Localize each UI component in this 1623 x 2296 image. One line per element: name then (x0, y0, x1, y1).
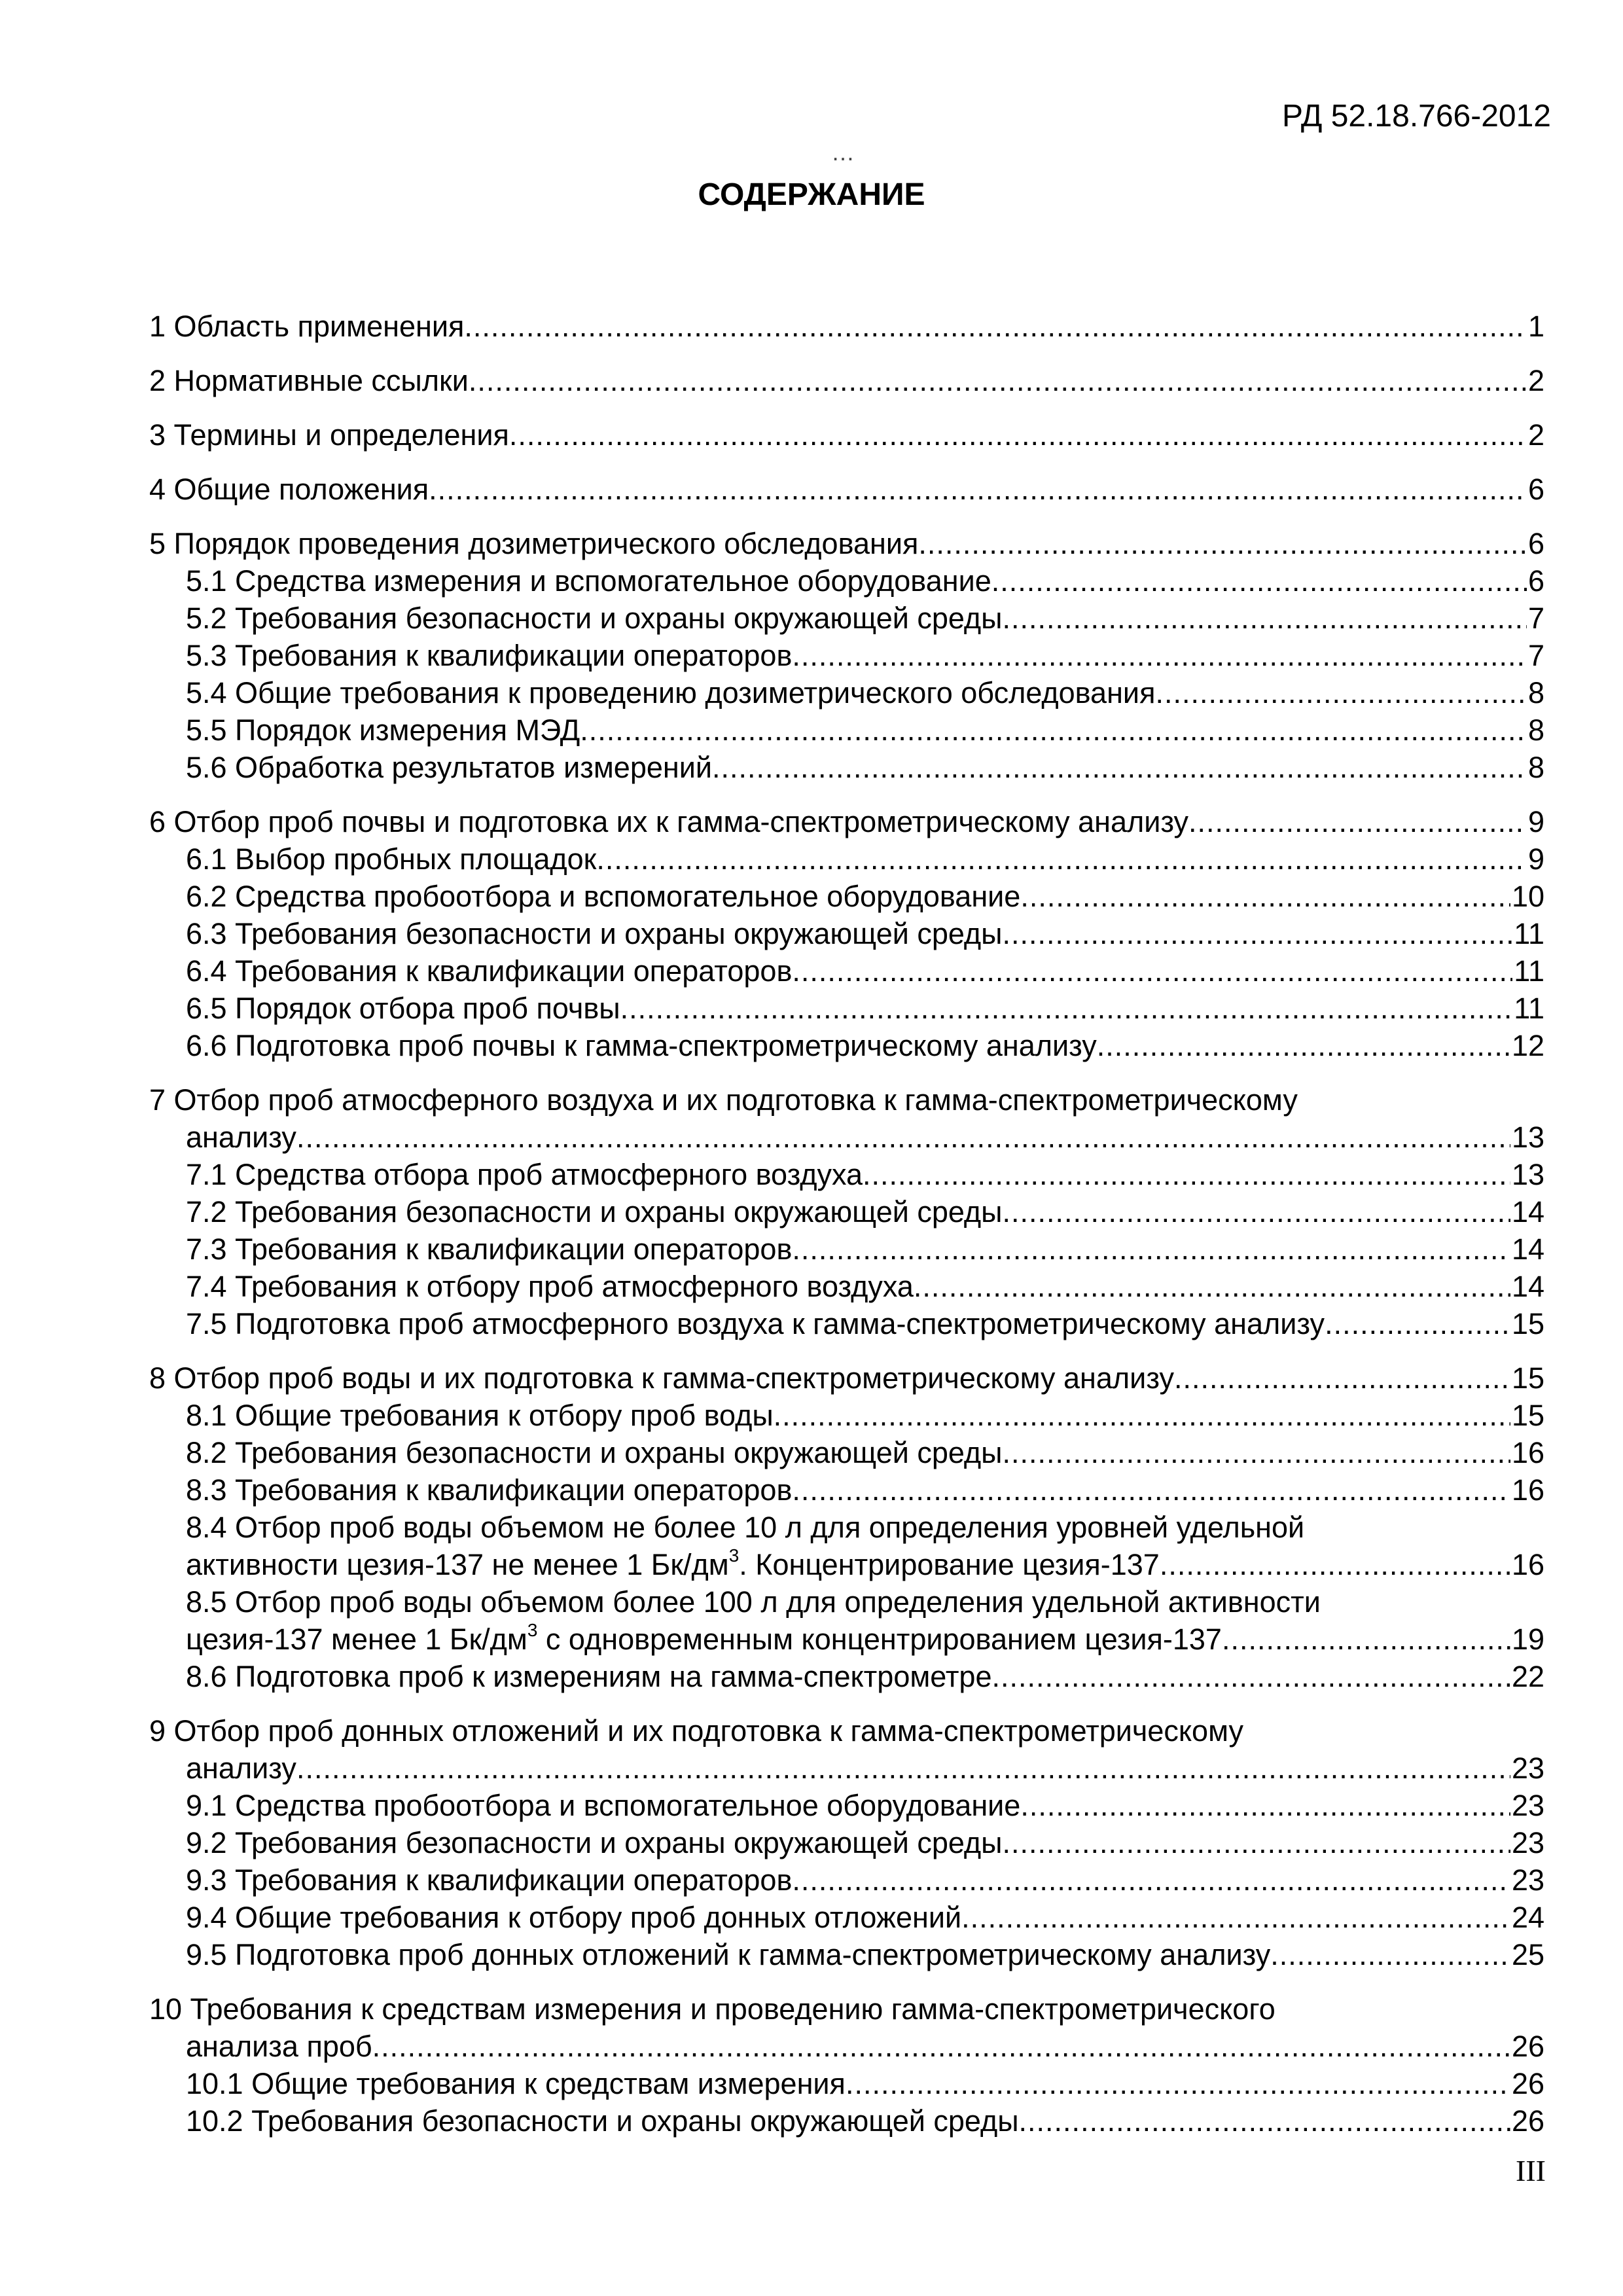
toc-label: 9.3 Требования к квалификации операторов (186, 1863, 793, 1897)
toc-entry-6-4[interactable] (186, 952, 1544, 990)
toc-entry-5-1[interactable] (186, 562, 1544, 600)
toc-label: 10.2 Требования безопасности и охраны окружающей среды (186, 2104, 1019, 2138)
toc-entry-8-4[interactable] (186, 1546, 1544, 1583)
dot-leader (296, 1749, 1510, 1787)
toc-page-number: 13 (1511, 1121, 1544, 1154)
ellipsis-mark: … (831, 139, 855, 166)
dot-leader (1003, 915, 1513, 952)
toc-label: 6.6 Подготовка проб почвы к гамма-спектрометрическому анализу (186, 1029, 1097, 1062)
toc-page-number: 9 (1527, 842, 1544, 876)
toc-entry-6-3[interactable] (186, 915, 1544, 952)
dot-leader (596, 840, 1527, 878)
toc-label: 6.5 Порядок отбора проб почвы (186, 992, 620, 1025)
toc-label: 6.4 Требования к квалификации операторов (186, 954, 793, 988)
toc-entry-5-3[interactable] (186, 637, 1544, 674)
toc-label: 7.1 Средства отбора проб атмосферного воздуха (186, 1158, 863, 1191)
toc-label: 7.5 Подготовка проб атмосферного воздуха к гамма-спектрометрическому анализу (186, 1307, 1325, 1340)
dot-leader (1003, 600, 1527, 637)
dot-leader (1097, 1027, 1510, 1064)
toc-entry-8-2[interactable] (186, 1434, 1544, 1471)
dot-leader (1174, 1359, 1510, 1397)
dot-leader (918, 525, 1527, 562)
toc-label: 7.3 Требования к квалификации операторов (186, 1232, 793, 1266)
toc-page-number: 6 (1527, 473, 1544, 506)
toc-page-number: 22 (1511, 1660, 1544, 1693)
document-code: РД 52.18.766-2012 (1282, 99, 1551, 134)
toc-label: 6.1 Выбор пробных площадок (186, 842, 597, 876)
toc-page-number: 23 (1511, 1789, 1544, 1822)
dot-leader (1003, 1193, 1510, 1230)
toc-page-number: 7 (1527, 601, 1544, 635)
toc-entry-8-3[interactable] (186, 1471, 1544, 1509)
toc-page-number: 23 (1511, 1863, 1544, 1897)
toc-entry-6-1[interactable] (186, 840, 1544, 878)
toc-label: 2 Нормативные ссылки (149, 364, 469, 397)
page-number-roman: III (1516, 2154, 1546, 2187)
toc-label: 5.2 Требования безопасности и охраны окружающей среды (186, 601, 1003, 635)
toc-entry-9-1[interactable] (186, 1787, 1544, 1824)
dot-leader (792, 1861, 1510, 1899)
toc-label: 8.2 Требования безопасности и охраны окружающей среды (186, 1436, 1003, 1469)
toc-page-number: 14 (1511, 1195, 1544, 1229)
toc-page-number: 24 (1511, 1901, 1544, 1934)
toc-label-part: цезия-137 менее 1 Бк/дм (186, 1623, 527, 1656)
toc-entry-5-4[interactable] (186, 674, 1544, 711)
toc-label-part: активности цезия-137 не менее 1 Бк/дм (186, 1548, 729, 1581)
toc-label: 5.1 Средства измерения и вспомогательное оборудование (186, 564, 991, 598)
toc-entry-2[interactable] (149, 362, 1544, 399)
toc-label: 5.4 Общие требования к проведению дозиметрического обследования (186, 676, 1156, 709)
dot-leader (1020, 878, 1510, 915)
toc-entry-7-3[interactable] (186, 1230, 1544, 1268)
toc-label: 9.1 Средства пробоотбора и вспомогательное оборудование (186, 1789, 1021, 1822)
toc-entry-9[interactable] (186, 1749, 1544, 1787)
toc-page-number: 8 (1527, 713, 1544, 747)
dot-leader (774, 1397, 1510, 1434)
dot-leader (1155, 674, 1527, 711)
dot-leader (792, 952, 1512, 990)
toc-entry-6[interactable] (149, 803, 1544, 840)
dot-leader (712, 749, 1527, 786)
dot-leader (429, 471, 1527, 508)
toc-heading-7[interactable]: 7 Отбор проб атмосферного воздуха и их подготовка к гамма-спектрометрическому (149, 1083, 1298, 1117)
toc-entry-9-3[interactable] (186, 1861, 1544, 1899)
dot-leader (1019, 2102, 1510, 2140)
toc-label: 4 Общие положения (149, 473, 429, 506)
toc-entry-10-2[interactable] (186, 2102, 1544, 2140)
toc-entry-5[interactable] (149, 525, 1544, 562)
dot-leader (846, 2065, 1510, 2102)
dot-leader (792, 1471, 1510, 1509)
toc-entry-3[interactable] (149, 416, 1544, 454)
dot-leader (372, 2028, 1510, 2065)
toc-entry-8-5[interactable] (186, 1621, 1544, 1658)
toc-page-number: 11 (1514, 917, 1544, 950)
toc-page-number: 26 (1511, 2104, 1544, 2138)
toc-label: 7.4 Требования к отбору проб атмосферного воздуха (186, 1270, 914, 1303)
toc-page-number: 8 (1527, 676, 1544, 709)
toc-label: 8.6 Подготовка проб к измерениям на гамма-спектрометре (186, 1660, 992, 1693)
toc-page-number: 16 (1511, 1548, 1544, 1581)
toc-label: 9.2 Требования безопасности и охраны окружающей среды (186, 1826, 1003, 1859)
superscript: 3 (728, 1545, 740, 1566)
toc-label: 3 Термины и определения (149, 418, 509, 452)
toc-heading-10[interactable]: 10 Требования к средствам измерения и проведению гамма-спектрометрического (149, 1992, 1275, 2026)
dot-leader (1270, 1936, 1510, 1973)
toc-label: 8.1 Общие требования к отбору проб воды (186, 1399, 774, 1432)
dot-leader (1020, 1787, 1510, 1824)
toc-label: 8.3 Требования к квалификации операторов (186, 1473, 793, 1507)
toc-entry-9-4[interactable] (186, 1899, 1544, 1936)
toc-page-number: 25 (1511, 1938, 1544, 1971)
toc-page-number: 9 (1527, 805, 1544, 838)
toc-heading-8-4[interactable]: 8.4 Отбор проб воды объемом не более 10 л для определения уровней удельной (186, 1511, 1305, 1544)
toc-entry-10[interactable] (186, 2028, 1544, 2065)
toc-page-number: 15 (1511, 1307, 1544, 1340)
toc-label: 5.5 Порядок измерения МЭД (186, 713, 580, 747)
toc-entry-7-2[interactable] (186, 1193, 1544, 1230)
toc-entry-7-1[interactable] (186, 1156, 1544, 1193)
toc-page-number: 7 (1527, 639, 1544, 672)
toc-label: 6 Отбор проб почвы и подготовка их к гамма-спектрометрическому анализу (149, 805, 1189, 838)
dot-leader (1003, 1824, 1510, 1861)
toc-entry-7-5[interactable] (186, 1305, 1544, 1342)
toc-label: 5 Порядок проведения дозиметрического обследования (149, 527, 919, 560)
toc-entry-7-4[interactable] (186, 1268, 1544, 1305)
toc-entry-4[interactable] (149, 471, 1544, 508)
toc-heading-8-5[interactable]: 8.5 Отбор проб воды объемом более 100 л для определения удельной активности (186, 1585, 1321, 1619)
toc-label: 9.5 Подготовка проб донных отложений к гамма-спектрометрическому анализу (186, 1938, 1271, 1971)
dot-leader (863, 1156, 1510, 1193)
dot-leader (469, 362, 1527, 399)
toc-page-number: 11 (1514, 954, 1544, 988)
toc-label (186, 1546, 1160, 1583)
toc-entry-1[interactable] (149, 308, 1544, 345)
dot-leader (509, 416, 1527, 454)
toc-label: 10.1 Общие требования к средствам измерения (186, 2067, 846, 2100)
dot-leader (1003, 1434, 1510, 1471)
toc-page-number: 15 (1511, 1361, 1544, 1395)
dot-leader (580, 711, 1527, 749)
toc-label: 9.4 Общие требования к отбору проб донных отложений (186, 1901, 962, 1934)
dot-leader (1160, 1546, 1510, 1583)
dot-leader (296, 1119, 1510, 1156)
toc-label: анализу (186, 1121, 296, 1154)
dot-leader (620, 990, 1513, 1027)
toc-page-number: 6 (1527, 527, 1544, 560)
toc-page-number: 12 (1511, 1029, 1544, 1062)
toc-page-number: 11 (1514, 992, 1544, 1025)
dot-leader (1222, 1621, 1510, 1658)
toc-page-number: 13 (1511, 1158, 1544, 1191)
toc-entry-5-6[interactable] (186, 749, 1544, 786)
toc-entry-10-1[interactable] (186, 2065, 1544, 2102)
dot-leader (991, 1658, 1510, 1695)
toc-page-number: 8 (1527, 751, 1544, 784)
toc-page-number: 10 (1511, 880, 1544, 913)
toc-page-number: 15 (1511, 1399, 1544, 1432)
toc-entry-6-2[interactable] (186, 878, 1544, 915)
toc-label: анализу (186, 1751, 296, 1785)
toc-label (186, 1621, 1222, 1658)
toc-page-number: 1 (1527, 310, 1544, 343)
dot-leader (914, 1268, 1510, 1305)
dot-leader (1188, 803, 1527, 840)
toc-label: 6.3 Требования безопасности и охраны окружающей среды (186, 917, 1003, 950)
toc-entry-6-6[interactable] (186, 1027, 1544, 1064)
toc-page-number: 16 (1511, 1473, 1544, 1507)
toc-page-number: 26 (1511, 2030, 1544, 2063)
toc-entry-5-5[interactable] (186, 711, 1544, 749)
toc-entry-8-6[interactable] (186, 1658, 1544, 1695)
dot-leader (792, 637, 1527, 674)
toc-page-number: 6 (1527, 564, 1544, 598)
toc-page-number: 23 (1511, 1751, 1544, 1785)
toc-label: 7.2 Требования безопасности и охраны окружающей среды (186, 1195, 1003, 1229)
toc-heading-9[interactable]: 9 Отбор проб донных отложений и их подготовка к гамма-спектрометрическому (149, 1714, 1244, 1748)
toc-label: 5.6 Обработка результатов измерений (186, 751, 713, 784)
dot-leader (1325, 1305, 1510, 1342)
table-of-contents (149, 308, 1544, 2140)
toc-entry-9-5[interactable] (186, 1936, 1544, 1973)
dot-leader (991, 562, 1527, 600)
toc-page-number: 2 (1527, 364, 1544, 397)
toc-entry-8-1[interactable] (186, 1397, 1544, 1434)
toc-entry-8[interactable] (149, 1359, 1544, 1397)
toc-label: 8 Отбор проб воды и их подготовка к гамма-спектрометрическому анализу (149, 1361, 1174, 1395)
toc-label: 5.3 Требования к квалификации операторов (186, 639, 793, 672)
toc-label: анализа проб (186, 2030, 372, 2063)
toc-page-number: 2 (1527, 418, 1544, 452)
superscript: 3 (527, 1620, 538, 1640)
toc-entry-7[interactable] (186, 1119, 1544, 1156)
dot-leader (464, 308, 1527, 345)
toc-label-part: с одновременным концентрированием цезия-137 (537, 1623, 1222, 1656)
toc-page-number: 16 (1511, 1436, 1544, 1469)
dot-leader (792, 1230, 1510, 1268)
toc-page-number: 26 (1511, 2067, 1544, 2100)
toc-label: 6.2 Средства пробоотбора и вспомогательное оборудование (186, 880, 1021, 913)
toc-page-number: 23 (1511, 1826, 1544, 1859)
page-title: СОДЕРЖАНИЕ (698, 177, 925, 212)
toc-page-number: 14 (1511, 1232, 1544, 1266)
toc-entry-6-5[interactable] (186, 990, 1544, 1027)
toc-page-number: 19 (1511, 1623, 1544, 1656)
toc-page-number: 14 (1511, 1270, 1544, 1303)
toc-entry-5-2[interactable] (186, 600, 1544, 637)
toc-label: 1 Область применения (149, 310, 465, 343)
dot-leader (961, 1899, 1510, 1936)
toc-label-part: . Концентрирование цезия-137 (739, 1548, 1160, 1581)
toc-entry-9-2[interactable] (186, 1824, 1544, 1861)
